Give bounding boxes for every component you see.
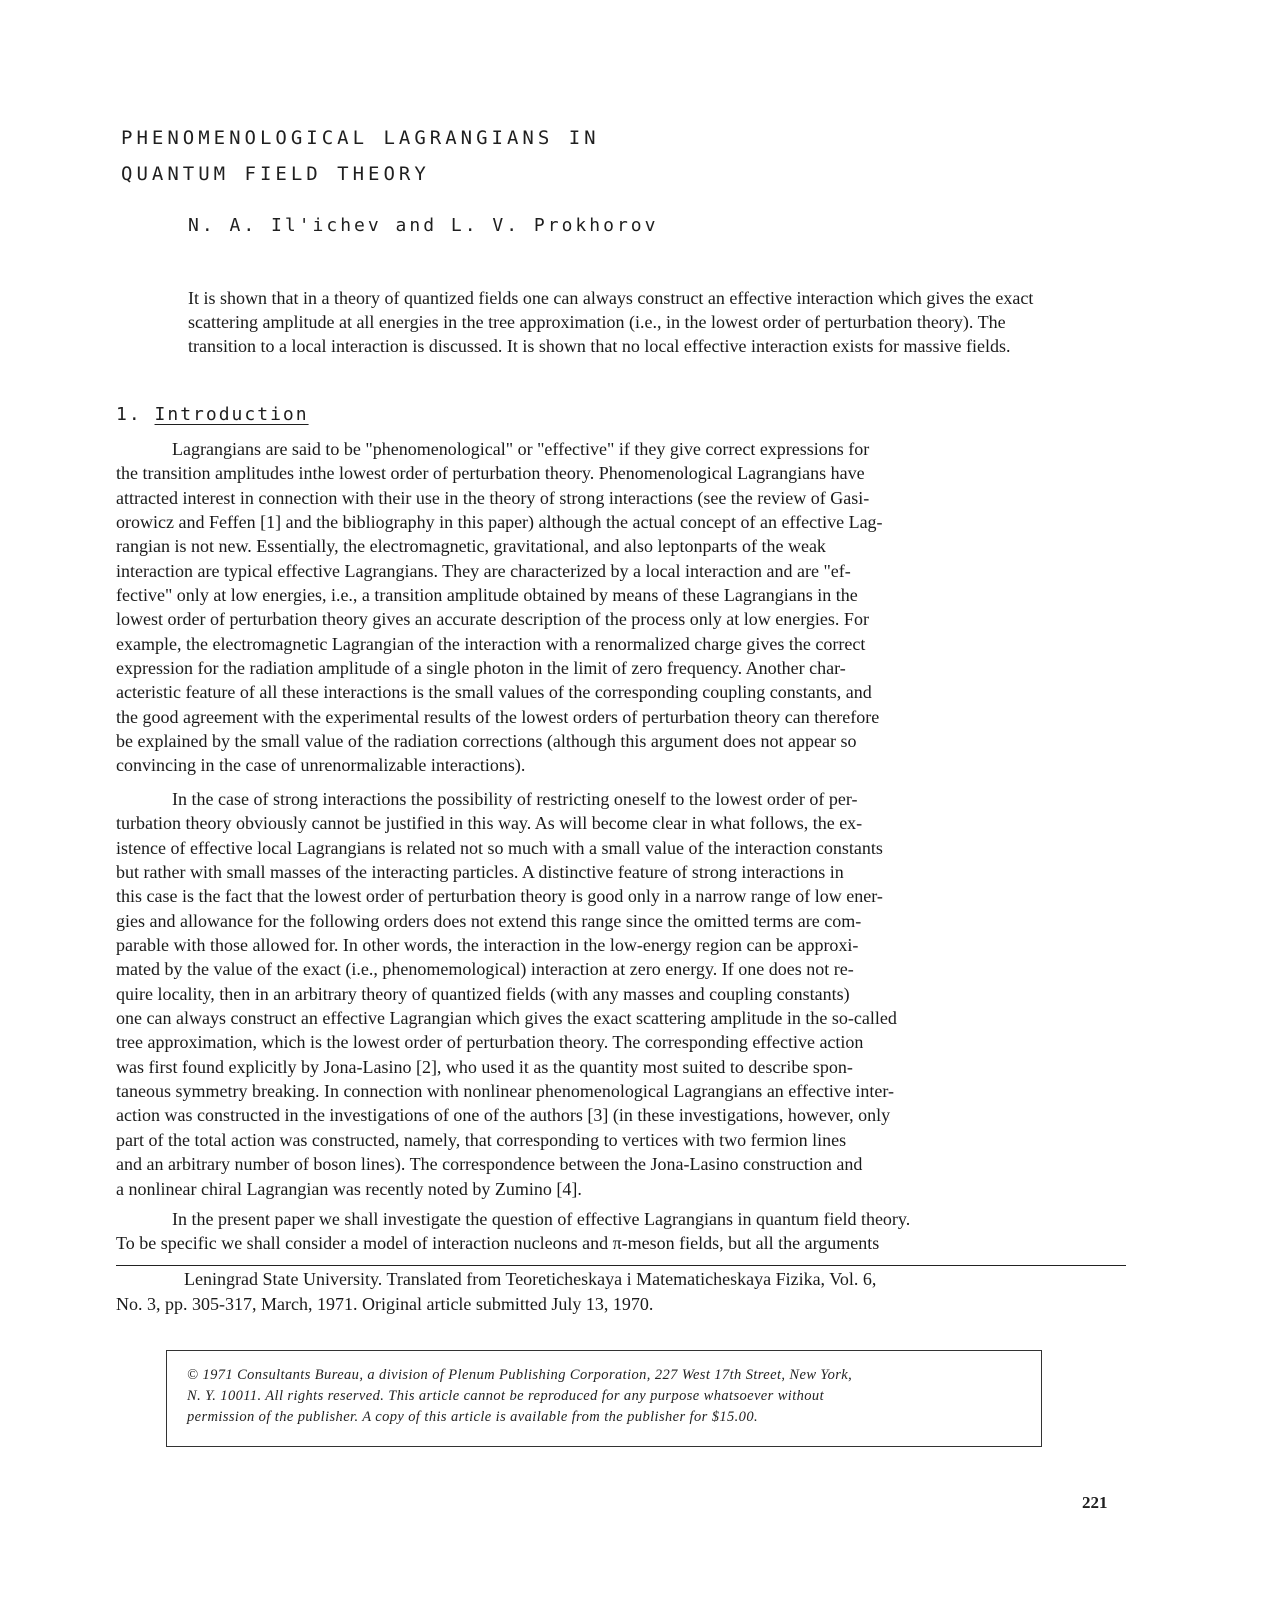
text-line: part of the total action was constructed, namely, that corresponding to vertices with two fermion lines [116, 1129, 847, 1150]
footnote-line: No. 3, pp. 305-317, March, 1971. Original article submitted July 13, 1970. [116, 1293, 654, 1314]
text-line: orowicz and Feffen [1] and the bibliography in this paper) although the actual concept of an effective Lag- [116, 512, 883, 533]
text-line: In the present paper we shall investigate the question of effective Lagrangians in quantum field theory. [172, 1209, 911, 1229]
text-line: one can always construct an effective Lagrangian which gives the exact scattering amplitude in the so-called [116, 1008, 897, 1029]
copyright-line: permission of the publisher. A copy of this article is available from the publisher for $15.00. [187, 1409, 758, 1425]
text-line: To be specific we shall consider a model of interaction nucleons and π-meson fields, but all the arguments [116, 1233, 880, 1254]
footnote-line: Leningrad State University. Translated from Teoreticheskaya i Matematicheskaya Fizika, Vol. 6, [184, 1269, 877, 1289]
text-line: mated by the value of the exact (i.e., phenomemological) interaction at zero energy. If one does not re- [116, 959, 854, 980]
section-title: Introduction [154, 404, 309, 425]
text-line: quire locality, then in an arbitrary theory of quantized fields (with any masses and coupling constants) [116, 983, 850, 1004]
section-number: 1. [116, 404, 142, 425]
text-line: the good agreement with the experimental results of the lowest orders of perturbation theory can therefore [116, 706, 880, 727]
text-line: In the case of strong interactions the possibility of restricting oneself to the lowest order of per- [172, 789, 858, 809]
text-line: was first found explicitly by Jona-Lasino [2], who used it as the quantity most suited to describe spon- [116, 1056, 853, 1077]
paragraph-3 [116, 1207, 1128, 1256]
text-line: this case is the fact that the lowest order of perturbation theory is good only in a narrow range of low ener- [116, 886, 883, 907]
text-line: the transition amplitudes inthe lowest order of perturbation theory. Phenomenological Lagrangians have [116, 463, 865, 484]
text-line: gies and allowance for the following orders does not extend this range since the omitted terms are com- [116, 910, 862, 931]
text-line: taneous symmetry breaking. In connection with nonlinear phenomenological Lagrangians an effective inter- [116, 1081, 895, 1102]
paragraph-1 [116, 437, 1128, 778]
abstract: It is shown that in a theory of quantized fields one can always construct an effective interaction which gives the exact scattering amplitude at all energies in the tree approximation (i.e., in the lowest order of perturbation theory). The transition to a local interaction is discussed. It is shown that no local effective interaction exists for massive fields. [188, 288, 1034, 357]
text-line: tree approximation, which is the lowest order of perturbation theory. The corresponding effective action [116, 1032, 864, 1053]
article-title-line-2: QUANTUM FIELD THEORY [121, 163, 430, 185]
text-line: a nonlinear chiral Lagrangian was recently noted by Zumino [4]. [116, 1178, 582, 1199]
copyright-notice [166, 1350, 1042, 1447]
text-line: istence of effective local Lagrangians is related not so much with a small value of the interaction constants [116, 837, 883, 858]
text-line: convincing in the case of unrenormalizable interactions). [116, 755, 526, 776]
text-line: example, the electromagnetic Lagrangian of the interaction with a renormalized charge gives the correct [116, 633, 866, 654]
article-title-line-1: PHENOMENOLOGICAL LAGRANGIANS IN [121, 127, 600, 149]
copyright-line: © 1971 Consultants Bureau, a division of Plenum Publishing Corporation, 227 West 17th Street, New York, [187, 1367, 853, 1383]
text-line: turbation theory obviously cannot be justified in this way. As will become clear in what follows, the ex- [116, 813, 863, 834]
footnote-divider [116, 1265, 1126, 1266]
text-line: interaction are typical effective Lagrangians. They are characterized by a local interaction and are "ef- [116, 560, 851, 581]
copyright-line: N. Y. 10011. All rights reserved. This article cannot be reproduced for any purpose whatsoever without [187, 1388, 825, 1404]
text-line: parable with those allowed for. In other words, the interaction in the low-energy region can be approxi- [116, 935, 859, 956]
section-heading [116, 404, 309, 425]
text-line: but rather with small masses of the interacting particles. A distinctive feature of strong interactions in [116, 862, 844, 883]
text-line: attracted interest in connection with their use in the theory of strong interactions (see the review of Gasi- [116, 487, 870, 508]
page-number: 221 [1082, 1493, 1108, 1512]
footnote [116, 1267, 1126, 1316]
text-line: rangian is not new. Essentially, the electromagnetic, gravitational, and also leptonparts of the weak [116, 536, 826, 557]
text-line: lowest order of perturbation theory gives an accurate description of the process only at low energies. For [116, 609, 869, 630]
text-line: Lagrangians are said to be "phenomenological" or "effective" if they give correct expressions for [172, 439, 870, 459]
text-line: and an arbitrary number of boson lines). The correspondence between the Jona-Lasino construction and [116, 1154, 863, 1175]
paragraph-2 [116, 787, 1128, 1201]
text-line: be explained by the small value of the radiation corrections (although this argument does not appear so [116, 731, 857, 752]
text-line: acteristic feature of all these interactions is the small values of the corresponding coupling constants, and [116, 682, 872, 703]
authors: N. A. Il'ichev and L. V. Prokhorov [188, 215, 659, 236]
text-line: expression for the radiation amplitude of a single photon in the limit of zero frequency. Another char- [116, 658, 846, 679]
text-line: fective" only at low energies, i.e., a transition amplitude obtained by means of these Lagrangians in the [116, 585, 858, 606]
text-line: action was constructed in the investigations of one of the authors [3] (in these investigations, however, only [116, 1105, 891, 1126]
